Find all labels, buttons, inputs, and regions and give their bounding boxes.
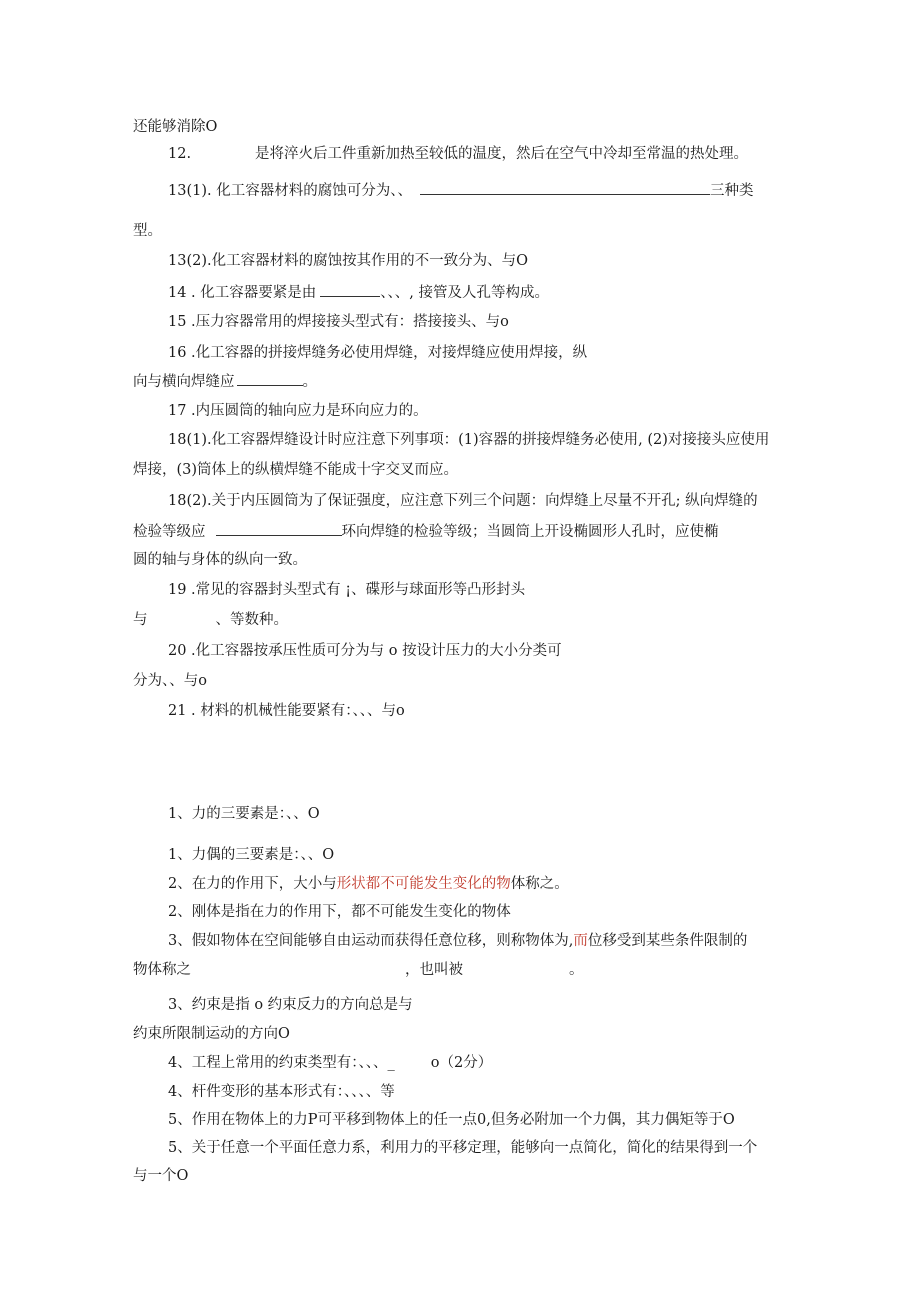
question-text-part: 与 (133, 612, 148, 628)
question-text: 1、力的三要素是：、、O (168, 806, 320, 822)
question-text-part: 体称之。 (510, 876, 569, 892)
answer-blank (237, 371, 303, 386)
question-text: 分为、、与o (133, 673, 207, 689)
question-text-part: 向与横向焊缝应 (133, 374, 235, 390)
question-text (168, 874, 569, 894)
question-text: 3、约束是指 o 约束反力的方向总是与 (168, 997, 413, 1013)
answer-blank (420, 180, 710, 195)
question-text-part: 、等数种。 (215, 612, 288, 628)
question-text-part: ，也叫被 (405, 962, 463, 978)
question-text (168, 180, 753, 201)
question-text: 20 .化工容器按承压性质可分为与 o 按设计压力的大小分类可 (168, 643, 562, 659)
question-text-part: 检验等级应 (133, 524, 206, 540)
question-text: 15 .压力容器常用的焊接接头型式有：搭接接头、与o (168, 314, 509, 330)
question-text: 是将淬火后工件重新加热至较低的温度，然后在空气中冷却至常温的热处理。 (255, 146, 748, 162)
question-text: 18(2).关于内压圆筒为了保证强度，应注意下列三个问题：向焊缝上尽量不开孔; 纵向焊缝的 (168, 493, 758, 509)
question-text-part: 。 (569, 962, 584, 978)
question-text: 13(2).化工容器材料的腐蚀按其作用的不一致分为、与O (168, 253, 528, 269)
answer-blank (320, 282, 380, 297)
question-text-part: 3、假如物体在空间能够自由运动而获得任意位移，则称物体为, (168, 933, 574, 949)
question-text: 2、刚体是指在力的作用下，都不可能发生变化的物体 (168, 904, 511, 920)
question-text-part: 环向焊缝的检验等级；当圆筒上开设椭圆形人孔时，应使椭 (341, 524, 719, 540)
question-text: 19 .常见的容器封头型式有 ¡、碟形与球面形等凸形封头 (168, 582, 526, 598)
highlighted-text: 而 (573, 933, 588, 949)
question-text-part: 。 (302, 374, 317, 390)
question-text: 4、杆件变形的基本形式有：、、、、等 (168, 1084, 395, 1100)
question-text: 与一个O (133, 1168, 189, 1184)
question-text-part: 2、在力的作用下，大小与 (168, 876, 337, 892)
question-text: 1、力偶的三要素是：、、O (168, 847, 335, 863)
question-text-part: 13(1). 化工容器材料的腐蚀可分为、、 (168, 183, 412, 199)
question-text (133, 521, 719, 542)
question-text: 约束所限制运动的方向O (133, 1026, 290, 1042)
question-text-part: 14 . 化工容器要紧是由 (168, 285, 317, 301)
question-text (168, 282, 549, 303)
question-text-part: o（2分） (430, 1055, 493, 1071)
question-text (133, 960, 584, 980)
question-text: 16 .化工容器的拼接焊缝务必使用焊缝，对接焊缝应使用焊接，纵 (168, 345, 588, 361)
question-text (168, 931, 747, 951)
question-text (133, 371, 317, 392)
question-text: 21 . 材料的机械性能要紧有：、、、与o (168, 703, 405, 719)
question-text (168, 1053, 492, 1073)
question-text: 17 .内压圆筒的轴向应力是环向应力的。 (168, 403, 428, 419)
question-number: 12. (168, 146, 192, 162)
question-text-part: 4、工程上常用的约束类型有：、、、_ (168, 1055, 395, 1071)
question-text: 5、关于任意一个平面任意力系，利用力的平移定理，能够向一点简化，简化的结果得到一个 (168, 1140, 758, 1156)
question-text: 圆的轴与身体的纵向一致。 (133, 552, 307, 568)
answer-blank (216, 521, 342, 536)
question-text (133, 610, 288, 630)
question-text: 5、作用在物体上的力P可平移到物体上的任一点0,但务必附加一个力偶，其力偶矩等于O (168, 1112, 735, 1128)
highlighted-text: 形状都不可能发生变化的物 (336, 876, 511, 892)
text-line: 还能够消除O (133, 119, 218, 135)
question-text-part: 位移受到某些条件限制的 (587, 933, 748, 949)
question-text-part: 、、、, 接管及人孔等构成。 (380, 285, 549, 301)
question-text-part: 三种类 (709, 183, 754, 199)
text-line: 型。 (133, 223, 162, 239)
question-text: 焊接，(3)筒体上的纵横焊缝不能成十字交叉而应。 (133, 462, 459, 478)
question-text: 18(1).化工容器焊缝设计时应注意下列事项：(1)容器的拼接焊缝务必使用, (2)对接接头应使用 (168, 432, 770, 448)
question-text-part: 物体称之 (133, 962, 191, 978)
